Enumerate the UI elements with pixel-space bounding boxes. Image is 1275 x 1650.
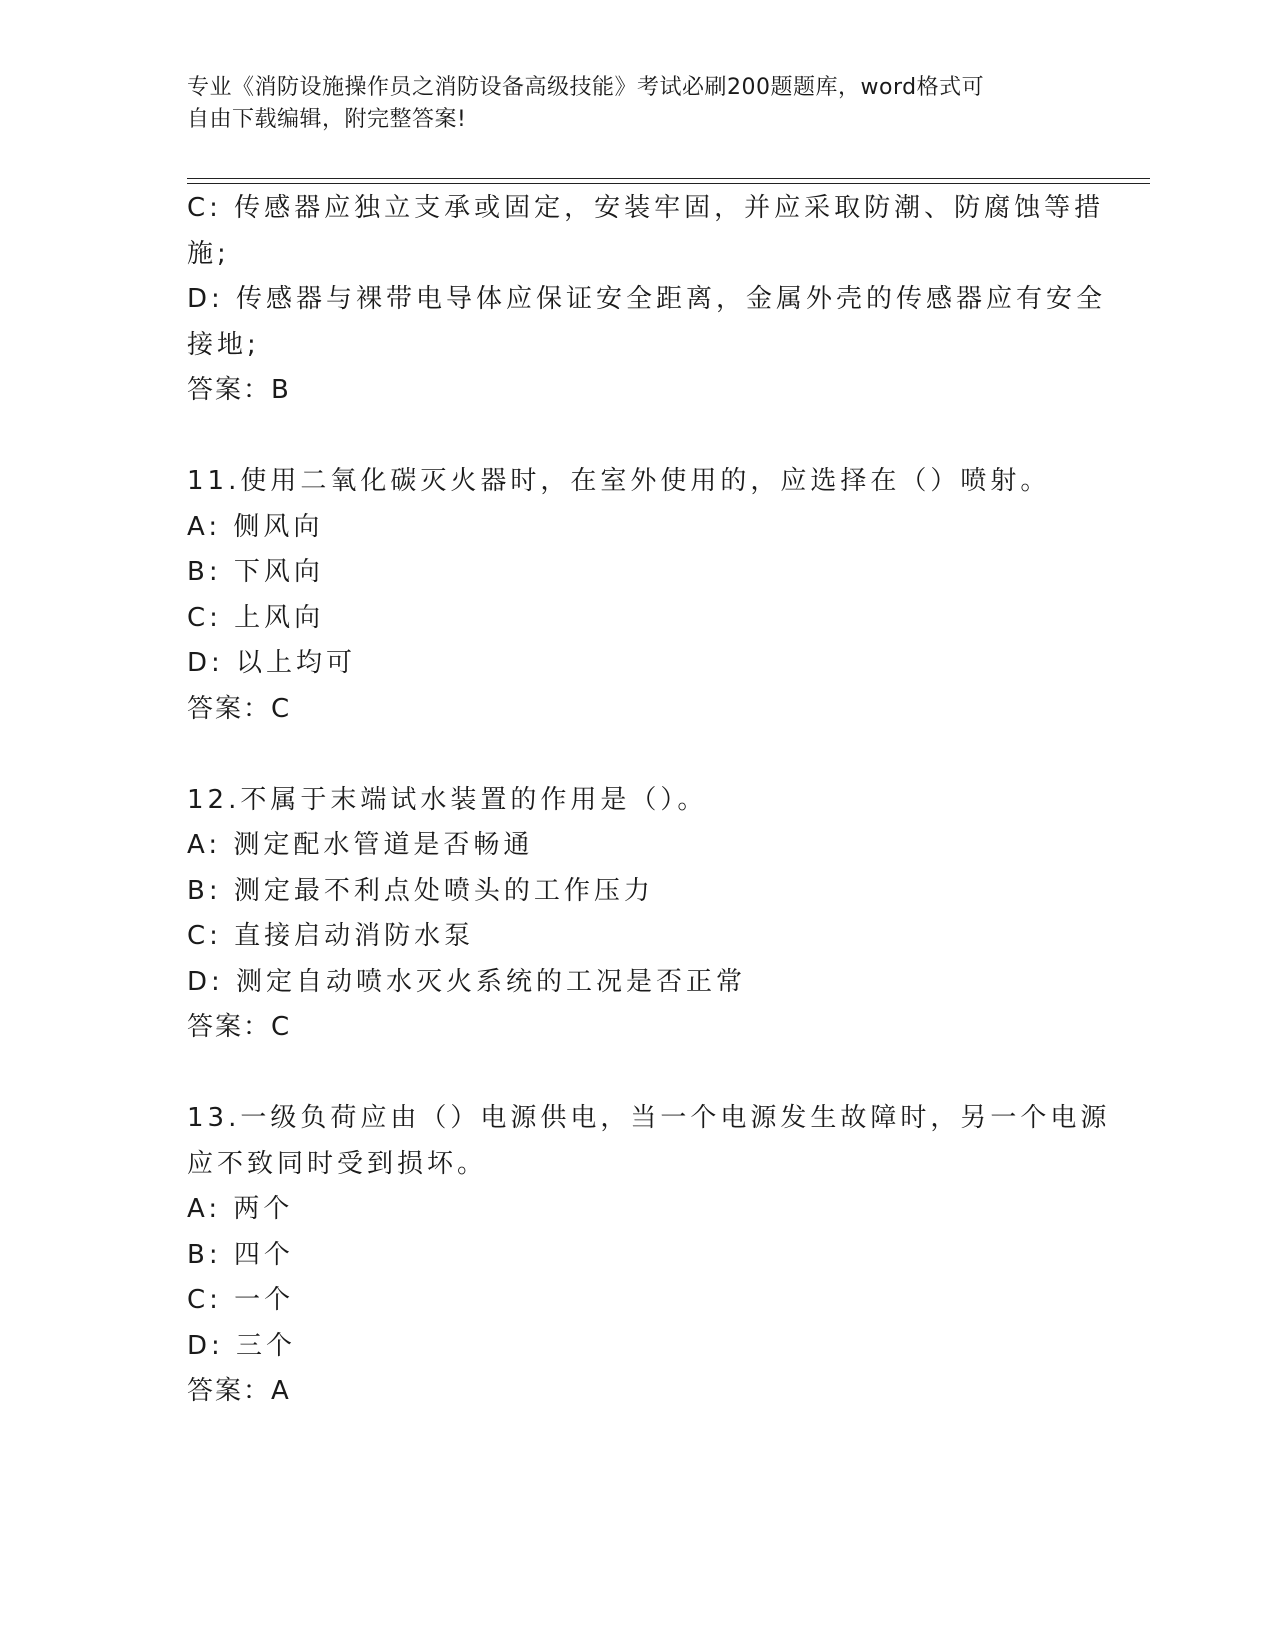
question-stem-line-1: 13.一级负荷应由（）电源供电，当一个电源发生故障时，另一个电源 xyxy=(187,1103,1111,1133)
header-title-line-1: 专业《消防设施操作员之消防设备高级技能》考试必刷200题题库，word格式可 xyxy=(187,75,985,100)
spacer xyxy=(187,732,1087,778)
question-stem: 12.不属于末端试水装置的作用是（）。 xyxy=(187,784,708,815)
option-d: D: 以上均可 xyxy=(187,648,357,678)
option-c-line-1: C: 传感器应独立支承或固定，安装牢固，并应采取防潮、防腐蚀等措 xyxy=(187,193,1105,223)
question-11 xyxy=(187,459,1087,732)
question-stem: 11.使用二氧化碳灭火器时，在室外使用的，应选择在（）喷射。 xyxy=(187,466,1051,496)
option-d: D: 三个 xyxy=(187,1330,297,1361)
option-d: D: 测定自动喷水灭火系统的工况是否正常 xyxy=(187,966,747,997)
document-header xyxy=(187,72,1087,136)
option-c: C: 一个 xyxy=(187,1285,295,1315)
option-a: A: 测定配水管道是否畅通 xyxy=(187,830,534,860)
option-a: A: 两个 xyxy=(187,1194,294,1224)
header-rule-top xyxy=(187,178,1150,179)
document-body xyxy=(187,186,1111,1415)
answer-label: 答案：C xyxy=(187,1012,292,1042)
option-c-line-2: 施; xyxy=(187,238,230,269)
option-d-line-2: 接地; xyxy=(187,329,260,360)
answer-label: 答案：A xyxy=(187,1376,291,1406)
option-b: B: 测定最不利点处喷头的工作压力 xyxy=(187,875,654,906)
question-stem-line-2: 应不致同时受到损坏。 xyxy=(187,1148,488,1179)
question-10-continuation xyxy=(187,186,1107,414)
spacer xyxy=(187,414,1087,460)
question-12 xyxy=(187,778,1087,1051)
option-c: C: 上风向 xyxy=(187,602,325,633)
option-a: A: 侧风向 xyxy=(187,511,324,542)
answer-label: 答案：C xyxy=(187,693,292,724)
spacer xyxy=(187,1051,1087,1097)
header-title-line-2: 自由下载编辑，附完整答案! xyxy=(187,107,467,132)
header-rule-bottom xyxy=(187,183,1150,184)
option-d-line-1: D: 传感器与裸带电导体应保证安全距离，金属外壳的传感器应有安全 xyxy=(187,284,1107,314)
option-b: B: 下风向 xyxy=(187,557,324,587)
question-13 xyxy=(187,1096,1111,1415)
answer-label: 答案：B xyxy=(187,375,291,405)
option-b: B: 四个 xyxy=(187,1239,294,1270)
option-c: C: 直接启动消防水泵 xyxy=(187,921,475,951)
